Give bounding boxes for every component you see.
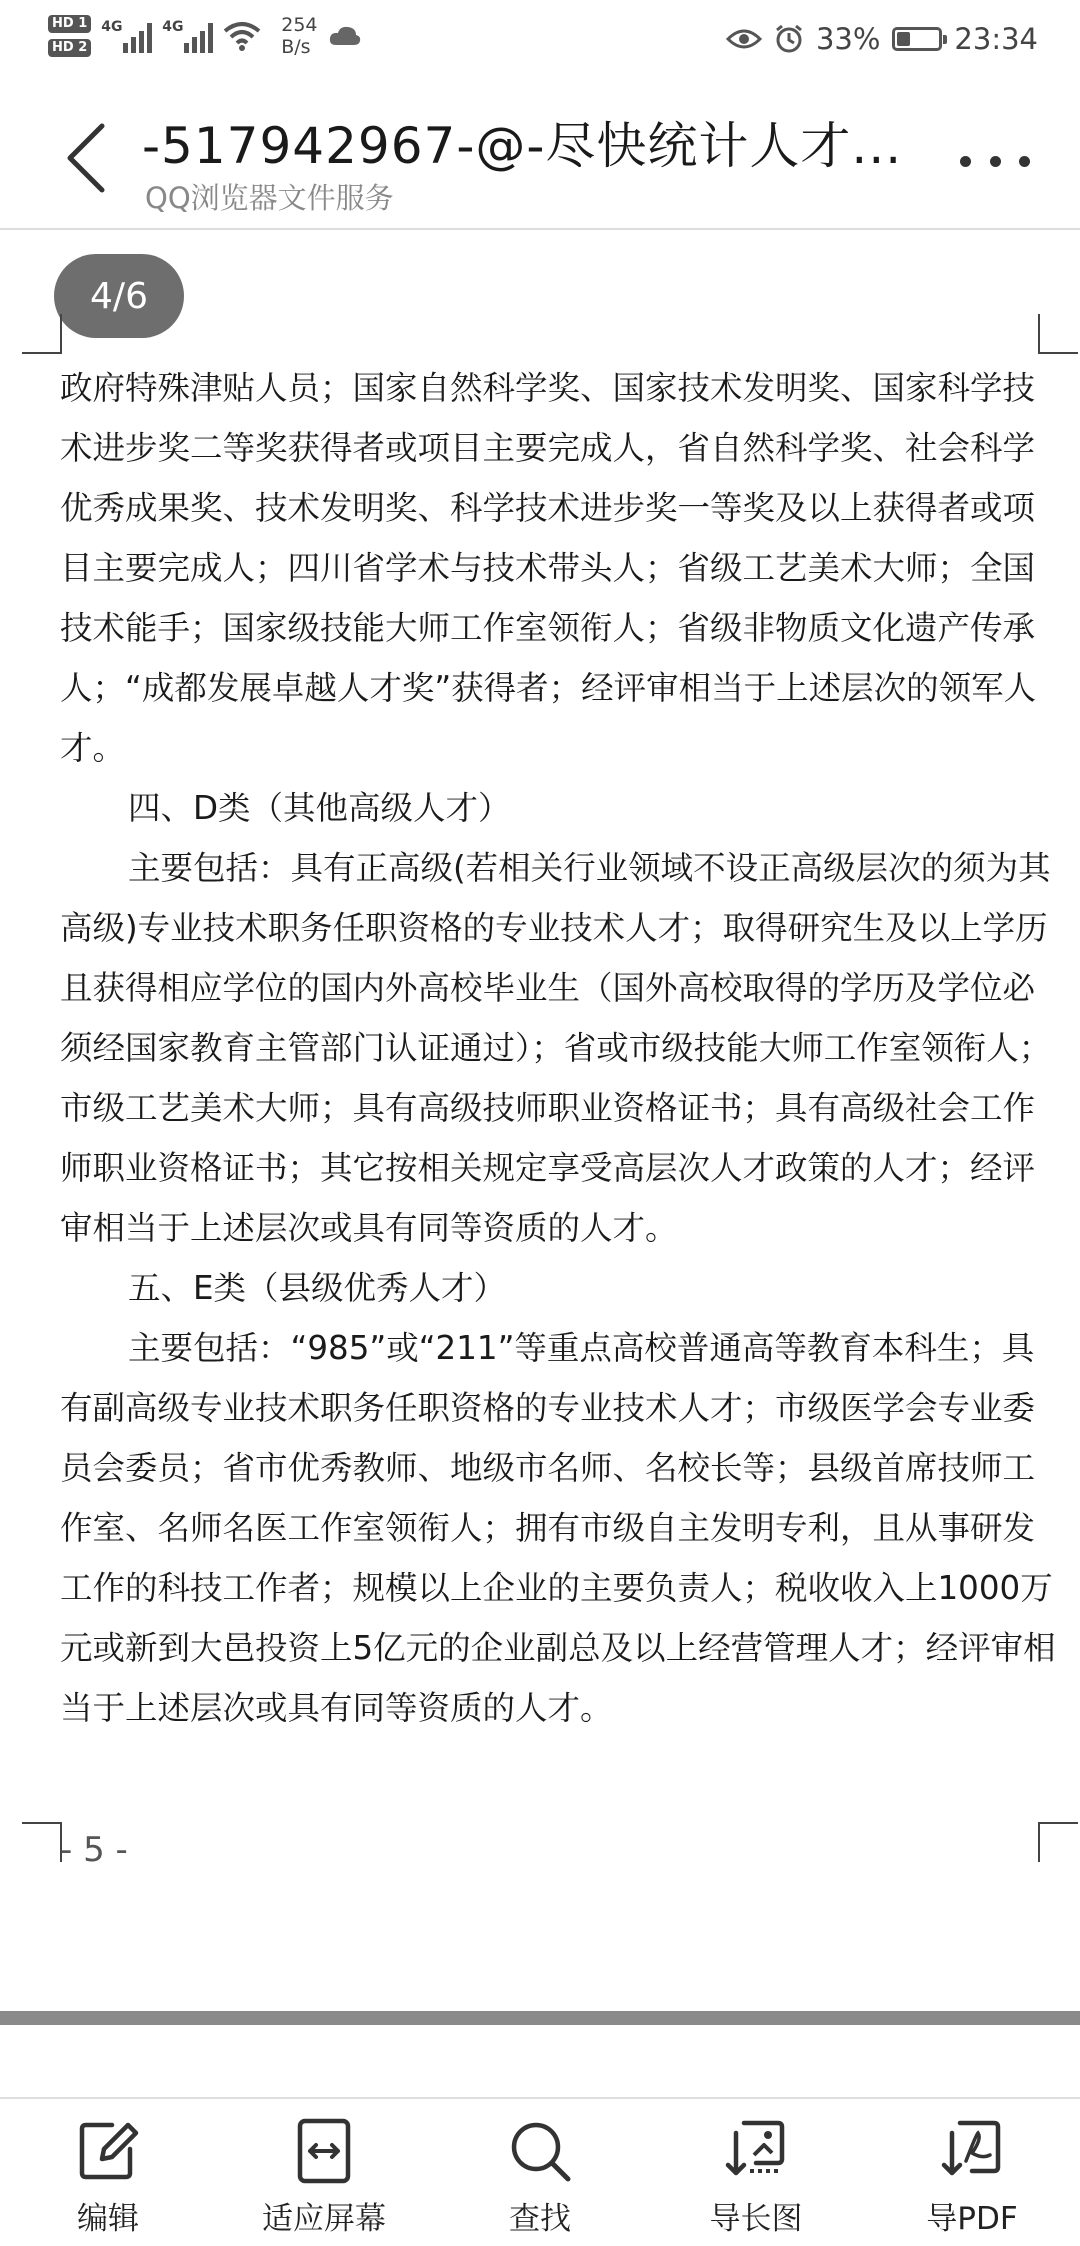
more-dot-icon [960,156,971,167]
export-long-image-icon [720,2115,792,2187]
cloud-icon [328,25,362,47]
fit-screen-icon [288,2115,360,2187]
more-dot-icon [990,156,1001,167]
status-right [726,22,1038,56]
back-arrow-icon[interactable] [56,118,120,198]
edit-button[interactable] [0,2099,216,2246]
hd-indicators [48,15,91,57]
clock: 23:34 [954,22,1038,56]
document-paragraph: 五、E类（县级优秀人才） [128,1269,507,1307]
more-dot-icon [1019,156,1030,167]
status-left [48,14,362,58]
signal-1-label: 4G [101,19,123,35]
status-bar [0,0,1080,86]
wifi-icon [223,21,261,51]
hd2-icon: HD 2 [48,39,91,57]
net-speed [281,14,317,58]
net-speed-value: 254 [281,14,318,36]
search-button[interactable] [432,2099,648,2246]
document-title: -517942967-@-尽快统计人才... [142,117,903,175]
alarm-icon [774,24,804,54]
eye-icon [726,26,762,52]
export-pdf-label: 导PDF [926,2201,1018,2237]
search-icon [504,2115,576,2187]
app-header [0,86,1080,230]
crop-mark-bottom-right [1038,1822,1078,1862]
page-number: - 5 - [60,1830,128,1870]
signal-2-icon [162,19,213,53]
search-label: 查找 [509,2201,571,2237]
bottom-toolbar [0,2097,1080,2246]
crop-mark-bottom-left [22,1822,62,1862]
net-speed-unit: B/s [281,36,311,58]
battery-fill [897,32,910,46]
signal-1-icon [101,19,152,53]
fit-screen-button[interactable] [216,2099,432,2246]
document-paragraph: 主要包括：具有正高级(若相关行业领域不设正高级层次的须为其高级)专业技术职务任职资格的专业技术人才；取得研究生及以上学历且获得相应学位的国内外高校毕业生（国外高校取得的学历及学位必须经国家教育主管部门认证通过）；省或市级技能大师工作室领衔人；市级工艺美术大师；具有高级技师职业资格证书；具有高级社会工作师职业资格证书；其它按相关规定享受高层次人才政策的人才；经评审相当于上述层次或具有同等资质的人才。 [60,849,1052,1247]
signal-2-label: 4G [162,19,184,35]
fit-screen-label: 适应屏幕 [262,2201,386,2237]
document-paragraph: 四、D类（其他高级人才） [128,789,511,827]
battery-percent: 33% [815,22,881,56]
export-pdf-button[interactable] [864,2099,1080,2246]
export-pdf-icon [936,2115,1008,2187]
document-paragraph: 主要包括：“985”或“211”等重点高校普通高等教育本科生；具有副高级专业技术职务任职资格的专业技术人才；市级医学会专业委员会委员；省市优秀教师、地级市名师、名校长等；县级首席技师工作室、名师名医工作室领衔人；拥有市级自主发明专利，且从事研发工作的科技工作者；规模以上企业的主要负责人；税收收入上1000万元或新到大邑投资上5亿元的企业副总及以上经营管理人才；经评审相当于上述层次或具有同等资质的人才。 [60,1329,1056,1727]
document-source: QQ浏览器文件服务 [145,181,394,215]
more-menu-button[interactable] [960,146,1030,176]
crop-mark-top-left [22,314,62,354]
export-long-image-button[interactable] [648,2099,864,2246]
crop-mark-top-right [1038,314,1078,354]
edit-icon [72,2115,144,2187]
export-long-image-label: 导长图 [709,2201,803,2237]
page-divider [0,2011,1080,2025]
document-paragraph: 政府特殊津贴人员；国家自然科学奖、国家技术发明奖、国家科学技术进步奖二等奖获得者或项目主要完成人，省自然科学奖、社会科学优秀成果奖、技术发明奖、科学技术进步奖一等奖及以上获得者或项目主要完成人；四川省学术与技术带头人；省级工艺美术大师；全国技术能手；国家级技能大师工作室领衔人；省级非物质文化遗产传承人；“成都发展卓越人才奖”获得者；经评审相当于上述层次的领军人才。 [60,369,1037,767]
hd1-icon: HD 1 [48,15,91,33]
edit-label: 编辑 [77,2201,139,2237]
page-indicator-badge: 4/6 [54,254,184,338]
document-content [60,358,1060,1738]
battery-icon [892,27,942,51]
